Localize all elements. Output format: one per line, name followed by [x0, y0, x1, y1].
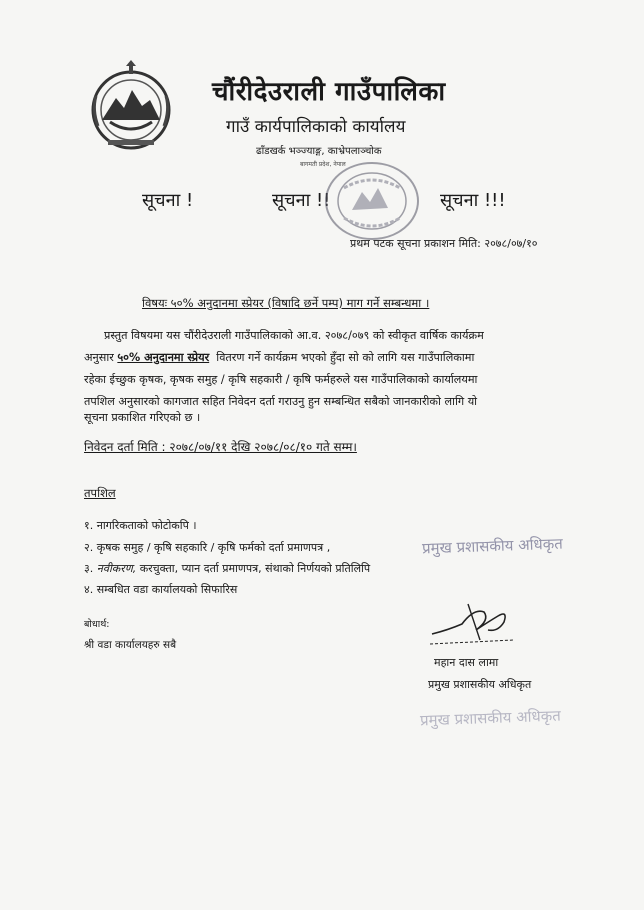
nepal-emblem-icon [88, 60, 174, 154]
publication-date: प्रथम पटक सूचना प्रकाशन मिति: २०७८/०७/१० [350, 237, 538, 250]
designation-stamp: प्रमुख प्रशासकीय अधिकृत [421, 534, 564, 558]
office-name: गाउँ कार्यपालिकाको कार्यालय [226, 117, 406, 137]
application-deadline: निवेदन दर्ता मिति : २०७८/०७/११ देखि २०७८/०८/१० गते सम्म। [84, 440, 357, 454]
body-highlight: ५०% अनुदानमा स्प्रेयर [117, 351, 210, 364]
body-line-1: प्रस्तुत विषयमा यस चौंरीदेउराली गाउँपालिकाको आ.व. २०७८/०७९ को स्वीकृत वार्षिक कार्यक्रम [104, 329, 484, 342]
body-line-2-end: वितरण गर्ने कार्यक्रम भएको हुँदा सो को लागि यस गाउँपालिकामा [216, 351, 475, 364]
notice-label-1: सूचना ! [142, 190, 194, 211]
body-line-3: रहेका ईच्छुक कृषक, कृषक समुह / कृषि सहकारी / कृषि फर्महरुले यस गाउँपालिकाको कार्यालयमा [84, 373, 478, 386]
signer-name: महान दास लामा [434, 656, 499, 669]
signature-icon [428, 600, 518, 650]
body-line-4: तपशिल अनुसारको कागजात सहित निवेदन दर्ता गराउनु हुन सम्बन्धित सबैको जानकारीको लागि यो [84, 395, 478, 408]
body-line-2 [84, 350, 474, 365]
tapsil-item-3-number: ३. [84, 562, 94, 575]
body-line-5: सूचना प्रकाशित गरिएको छ । [84, 411, 201, 424]
body-line-2-start: अनुसार [84, 351, 114, 364]
office-address: ढाँडखर्क भञ्ज्याङ्ग, काभ्रेपलाञ्चोक [256, 146, 382, 157]
notice-label-2: सूचना !! [272, 190, 331, 211]
cc-recipient: श्री वडा कार्यालयहरु सबै [84, 639, 177, 651]
organization-name: चौंरीदेउराली गाउँपालिका [212, 77, 446, 107]
office-seal-icon [322, 158, 422, 244]
subject-line: विषयः ५०% अनुदानमा स्प्रेयर (विषादि छर्ने पम्प) माग गर्ने सम्बन्धमा । [142, 296, 430, 310]
cc-label: बोधार्थ: [84, 619, 110, 630]
tapsil-item-1: १. नागरिकताको फोटोकपि । [84, 519, 197, 532]
tapsil-heading: तपशिल [84, 486, 116, 500]
tapsil-item-2: २. कृषक समुह / कृषि सहकारि / कृषि फर्मको दर्ता प्रमाणपत्र , [84, 541, 331, 554]
designation-stamp-faded: प्रमुख प्रशासकीय अधिकृत [419, 706, 562, 730]
office-province: बागमती प्रदेश, नेपाल [300, 161, 346, 168]
tapsil-item-3 [84, 561, 370, 576]
tapsil-item-3-rest: करचुक्ता, प्यान दर्ता प्रमाणपत्र, संथाको निर्णयको प्रतिलिपि [139, 562, 371, 575]
tapsil-item-3-renewal: नवीकरण, [96, 562, 137, 575]
notice-label-3: सूचना !!! [440, 190, 506, 211]
signer-title: प्रमुख प्रशासकीय अधिकृत [428, 678, 532, 691]
tapsil-item-4: ४. सम्बधित वडा कार्यालयको सिफारिस [84, 583, 238, 596]
